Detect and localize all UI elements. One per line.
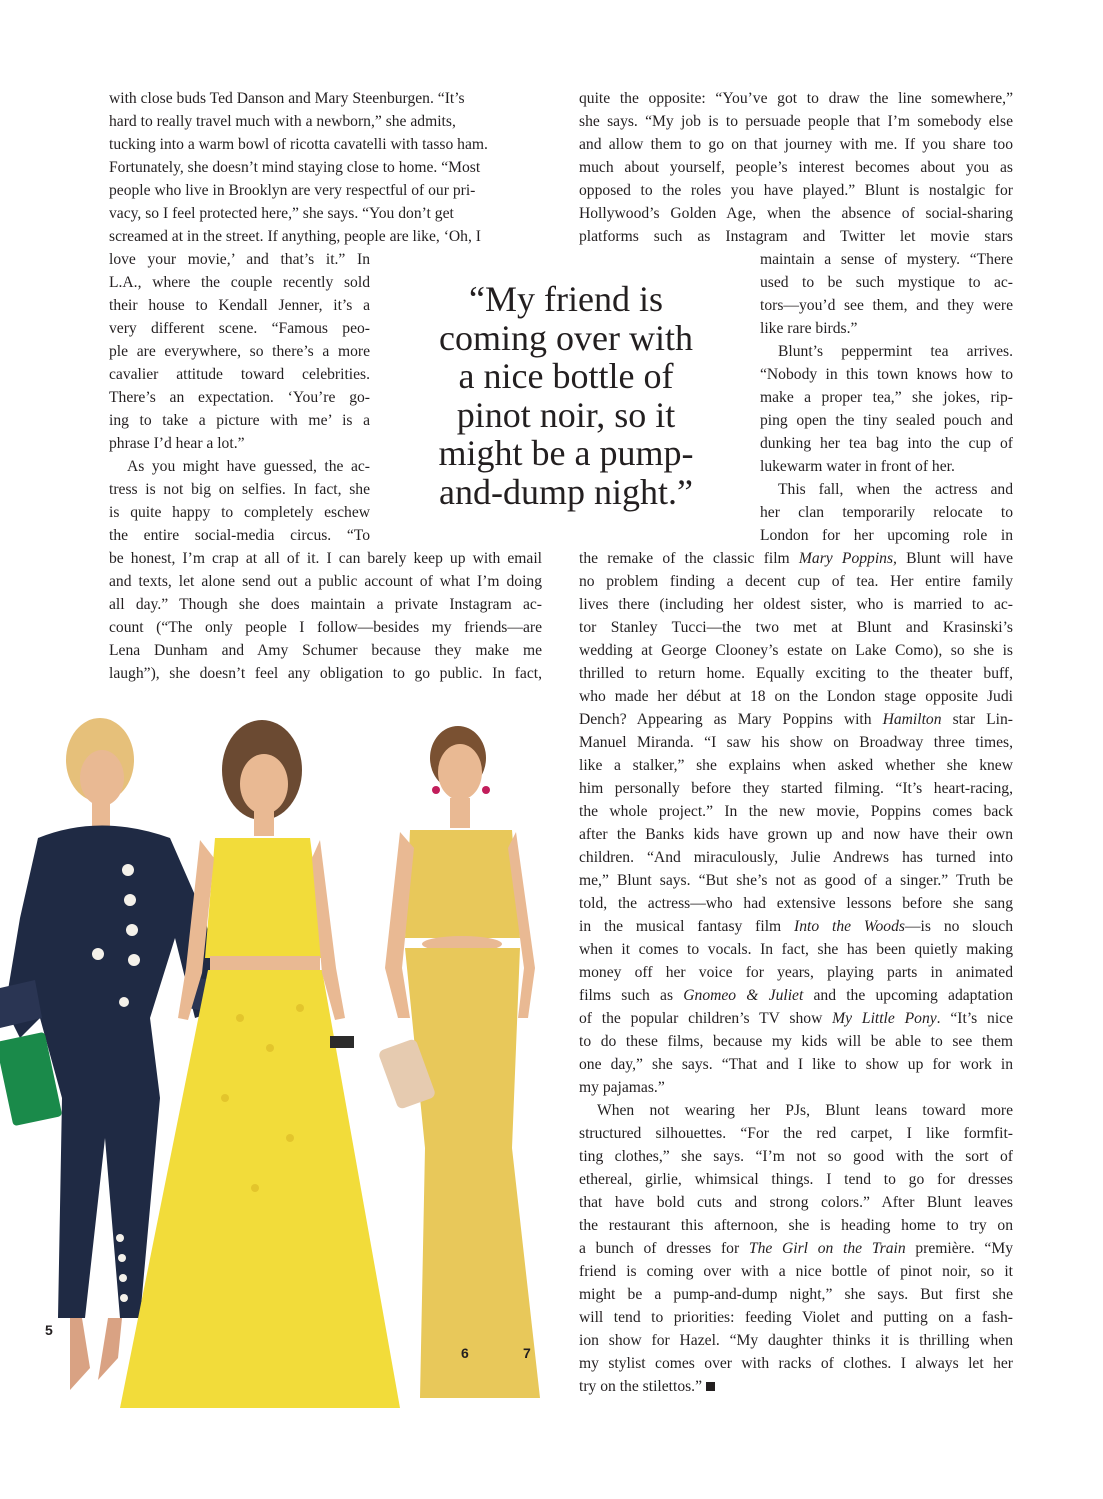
- body-line: make a proper tea,” she jokes, rip-: [760, 389, 1013, 406]
- body-line: the entire social-media circus. “To: [109, 527, 370, 544]
- body-line: phrase I’d hear a lot.”: [109, 435, 245, 452]
- body-line: like rare birds.”: [760, 320, 858, 337]
- body-line: tor Stanley Tucci—the two met at Blunt and Krasinski’s: [579, 619, 1013, 636]
- body-line: maintain a sense of mystery. “There: [760, 251, 1013, 268]
- right-column-narrow: [760, 248, 1013, 547]
- body-line: structured silhouettes. “For the red carpet, I like formfit-: [579, 1125, 1013, 1142]
- left-column-top: [109, 87, 542, 248]
- body-line: my pajamas.”: [579, 1079, 665, 1096]
- body-line: the restaurant this afternoon, she is heading home to try on: [579, 1217, 1013, 1234]
- body-line: ting clothes,” she says. “I’m not so good with the sort of: [579, 1148, 1013, 1165]
- body-line: films such as Gnomeo & Juliet and the upcoming adaptation: [579, 987, 1013, 1004]
- body-line: will tend to priorities: feeding Violet and putting on a fash-: [579, 1309, 1013, 1326]
- body-line: and texts, let alone send out a public account of what I’m doing: [109, 573, 542, 590]
- body-line: quite the opposite: “You’ve got to draw the line somewhere,”: [579, 90, 1013, 107]
- right-column-top: [579, 87, 1013, 248]
- pull-quote-line: “My friend is: [469, 279, 663, 319]
- body-line: ple are everywhere, so there’s a more: [109, 343, 370, 360]
- body-line: There’s an expectation. ‘You’re go-: [109, 389, 370, 406]
- body-line: As you might have guessed, the ac-: [127, 458, 370, 475]
- body-line: a bunch of dresses for The Girl on the Train première. “My: [579, 1240, 1014, 1257]
- body-line: all day.” Though she does maintain a private Instagram ac-: [109, 596, 542, 613]
- pull-quote: [418, 280, 714, 511]
- body-line: when it comes to vocals. In fact, she has been quietly making: [579, 941, 1013, 958]
- body-line: love your movie,’ and that’s it.” In: [109, 251, 370, 268]
- body-line: much about yourself, people’s interest becomes about you as: [579, 159, 1013, 176]
- photo-caption-number: 5: [45, 1322, 53, 1338]
- body-line: tucking into a warm bowl of ricotta cavatelli with tasso ham.: [109, 136, 488, 153]
- body-line: ping open the tiny sealed pouch and: [760, 412, 1013, 429]
- body-line: very different scene. “Famous peo-: [109, 320, 370, 337]
- body-line: children. “And miraculously, Julie Andrews has turned into: [579, 849, 1013, 866]
- pull-quote-line: and-dump night.”: [439, 471, 693, 512]
- body-line: platforms such as Instagram and Twitter let movie stars: [579, 228, 1013, 245]
- body-line: lives there (including her oldest sister, who is married to ac-: [579, 596, 1013, 613]
- body-line: ing to take a picture with me’ is a: [109, 412, 370, 429]
- body-line: after the Banks kids have grown up and now have their own: [579, 826, 1013, 843]
- body-line: hard to really travel much with a newborn,” she admits,: [109, 113, 456, 130]
- body-line: told, the actress—who had extensive lessons before she sang: [579, 895, 1013, 912]
- body-line: screamed at in the street. If anything, people are like, ‘Oh, I: [109, 228, 481, 245]
- body-line: Dench? Appearing as Mary Poppins with Hamilton star Lin-: [579, 711, 1013, 728]
- body-line: him personally before they started filming. “It’s heart-racing,: [579, 780, 1013, 797]
- body-line: This fall, when the actress and: [778, 481, 1013, 498]
- body-line: dunking her tea bag into the cup of: [760, 435, 1013, 452]
- body-line: her clan temporarily relocate to: [760, 504, 1013, 521]
- body-line: one day,” she says. “That and I like to show up for work in: [579, 1056, 1013, 1073]
- body-line: Hollywood’s Golden Age, when the absence of social-sharing: [579, 205, 1013, 222]
- body-line: money off her voice for years, playing parts in animated: [579, 964, 1013, 981]
- body-line: no problem finding a decent cup of tea. Her entire family: [579, 573, 1013, 590]
- left-column-narrow: [109, 248, 370, 547]
- body-line: vacy, so I feel protected here,” she says. “You don’t get: [109, 205, 454, 222]
- body-line: Blunt’s peppermint tea arrives.: [778, 343, 1013, 360]
- body-line: to do these films, because my kids will be able to see them: [579, 1033, 1013, 1050]
- body-line: in the musical fantasy film Into the Woods—is no slouch: [579, 918, 1013, 935]
- body-line: tors—you’d see them, and they were: [760, 297, 1013, 314]
- body-line: friend is coming over with a nice bottle of pinot noir, so it: [579, 1263, 1013, 1280]
- body-line: try on the stilettos.”: [579, 1375, 1013, 1398]
- body-line: wedding at George Clooney’s estate on Lake Como), so she is: [579, 642, 1013, 659]
- pull-quote-line: pinot noir, so it: [456, 394, 676, 435]
- body-line: tress is not big on selfies. In fact, she: [109, 481, 370, 498]
- body-line: that have bold cuts and strong colors.” After Blunt leaves: [579, 1194, 1013, 1211]
- body-line: she says. “My job is to persuade people that I’m somebody else: [579, 113, 1013, 130]
- body-line: and allow them to go on that journey with me. If you share too: [579, 136, 1013, 153]
- body-line: lukewarm water in front of her.: [760, 458, 955, 475]
- body-line: of the popular children’s TV show My Little Pony. “It’s nice: [579, 1010, 1014, 1027]
- end-mark-icon: [706, 1382, 715, 1391]
- body-line: with close buds Ted Danson and Mary Steenburgen. “It’s: [109, 90, 465, 107]
- body-line: people who live in Brooklyn are very respectful of our pri-: [109, 182, 476, 199]
- body-line: like a stalker,” she explains when asked whether she knew: [579, 757, 1013, 774]
- pull-quote-line: coming over with: [439, 317, 693, 358]
- body-line: used to be such mystique to ac-: [760, 274, 1013, 291]
- body-line: cavalier attitude toward celebrities.: [109, 366, 370, 383]
- body-line: ethereal, girlie, whimsical things. I tend to go for dresses: [579, 1171, 1013, 1188]
- figure-gold-gown: [378, 726, 540, 1398]
- body-line: ion show for Hazel. “My daughter thinks it is thrilling when: [579, 1332, 1013, 1349]
- body-line: count (“The only people I follow—besides my friends—are: [109, 619, 542, 636]
- body-line: laugh”), she doesn’t feel any obligation to go public. In fact,: [109, 665, 542, 682]
- left-column-bottom: [109, 547, 542, 685]
- body-line: might be a pump-and-dump night,” she says. But first she: [579, 1286, 1013, 1303]
- body-line: my stylist comes over with racks of clothes. I always let her: [579, 1355, 1013, 1372]
- body-line: thrilled to return home. Equally exciting to the theater buff,: [579, 665, 1013, 682]
- body-line: L.A., where the couple recently sold: [109, 274, 370, 291]
- body-line: their house to Kendall Jenner, it’s a: [109, 297, 370, 314]
- body-line: London for her upcoming role in: [760, 527, 1013, 544]
- body-line: me,” Blunt says. “But she’s not as good of a singer.” Truth be: [579, 872, 1013, 889]
- body-line: When not wearing her PJs, Blunt leans toward more: [597, 1102, 1013, 1119]
- body-line: who made her début at 18 on the London stage opposite Judi: [579, 688, 1013, 705]
- pull-quote-line: a nice bottle of: [458, 356, 674, 396]
- figure-yellow-gown: [120, 720, 400, 1408]
- body-line: opposed to the roles you have played.” Blunt is nostalgic for: [579, 182, 1013, 199]
- body-line: the whole project.” In the new movie, Poppins comes back: [579, 803, 1013, 820]
- right-column-bottom: [579, 547, 1013, 1398]
- photo-caption-number: 6: [461, 1345, 469, 1361]
- body-line: is quite happy to completely eschew: [109, 504, 370, 521]
- body-line: the remake of the classic film Mary Poppins, Blunt will have: [579, 550, 1014, 567]
- body-line: “Nobody in this town knows how to: [760, 366, 1013, 383]
- body-line: be honest, I’m crap at all of it. I can barely keep up with email: [109, 550, 542, 567]
- pull-quote-line: might be a pump-: [438, 433, 694, 473]
- body-line: Manuel Miranda. “I saw his show on Broadway three times,: [579, 734, 1013, 751]
- body-line: Fortunately, she doesn’t mind staying close to home. “Most: [109, 159, 481, 176]
- photo-caption-number: 7: [523, 1345, 531, 1361]
- fashion-photo-collage: [0, 718, 560, 1408]
- body-line: Lena Dunham and Amy Schumer because they make me: [109, 642, 542, 659]
